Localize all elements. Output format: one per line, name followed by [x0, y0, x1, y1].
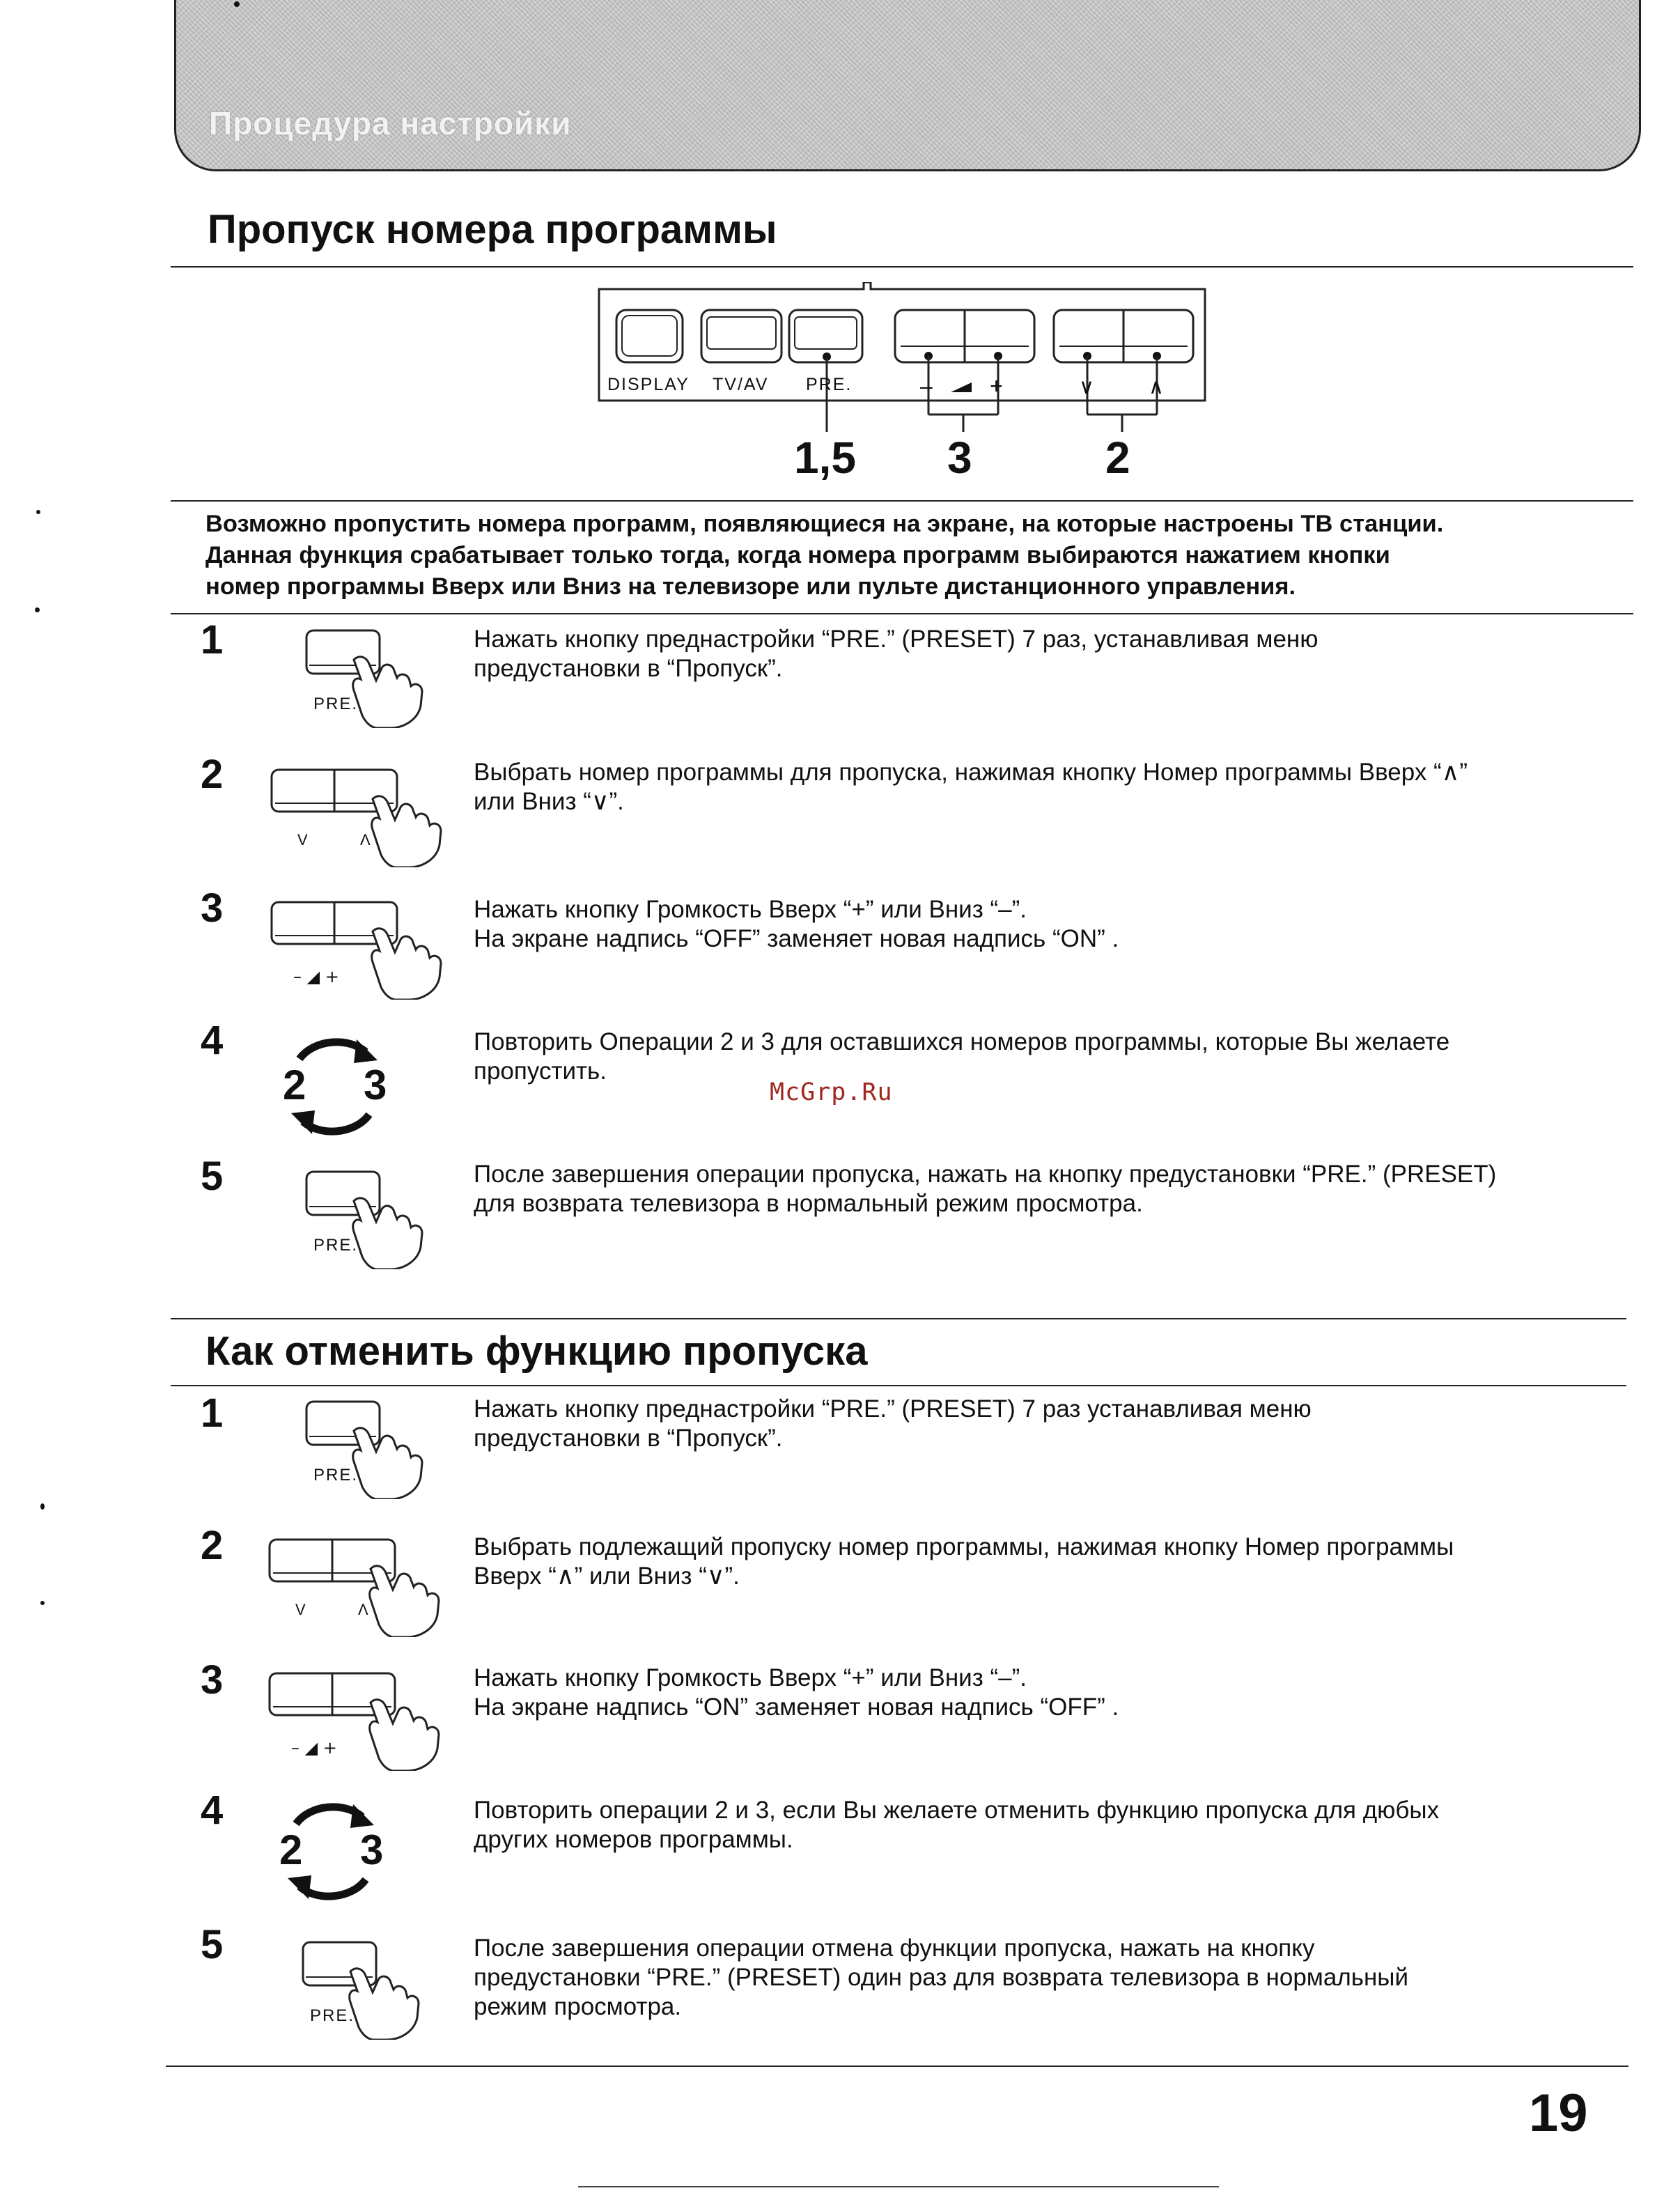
bottom-edge-rule [578, 2186, 1219, 2187]
step-number: 3 [201, 885, 224, 931]
step-number: 5 [201, 1922, 224, 1967]
scan-dot [35, 607, 40, 612]
pre-button-press-icon [289, 1935, 456, 2040]
volume-button-press-icon [268, 895, 463, 1000]
step-line: предустановки “PRE.” (PRESET) один раз для возврата телевизора в нормальный [474, 1964, 1409, 1991]
step-line: Нажать кнопку преднастройки “PRE.” (PRESET) 7 раз устанавливая меню [474, 1395, 1312, 1423]
volume-button-press-icon [266, 1666, 461, 1771]
title-rule [171, 266, 1633, 268]
repeat-cycle-icon [268, 1789, 394, 1914]
icon-label: PRE. [313, 1466, 359, 1485]
panel-volume-minus: – [920, 373, 933, 398]
icon-label-down: V [295, 1601, 306, 1618]
panel-label-pre: PRE. [806, 375, 853, 394]
step-text [474, 1796, 1644, 1854]
panel-label-tvav: TV/AV [713, 375, 769, 394]
step-number: 5 [201, 1154, 224, 1199]
step-line: Вверх “∧” или Вниз “∨”. [474, 1563, 740, 1590]
icon-label: PRE. [313, 1236, 359, 1255]
callout-label: 2 [1105, 433, 1130, 483]
step-number: 1 [201, 1390, 224, 1436]
step-line: После завершения операции отмена функции пропуска, нажать на кнопку [474, 1935, 1315, 1962]
title-rule [171, 1385, 1626, 1386]
step-text [474, 1934, 1644, 2022]
step-line: Выбрать подлежащий пропуску номер программы, нажимая кнопку Номер программы [474, 1533, 1454, 1560]
icon-label: – ◢ + [293, 967, 339, 986]
step-text [474, 1028, 1644, 1086]
step-line: режим просмотра. [474, 1993, 682, 2020]
footer-rule [166, 2066, 1628, 2067]
step-line: Выбрать номер программы для пропуска, нажимая кнопку Номер программы Вверх “∧” [474, 759, 1468, 786]
scan-dot [40, 1601, 45, 1605]
scan-dot [36, 510, 40, 514]
step-line: Нажать кнопку Громкость Вверх “+” или Вниз “–”. [474, 896, 1027, 923]
step-text [474, 895, 1644, 954]
icon-label-up: Λ [360, 831, 371, 848]
step-number: 1 [201, 617, 224, 662]
step-text [474, 1160, 1644, 1218]
volume-buttons [895, 310, 1034, 432]
header-title: Процедура настройки [209, 105, 572, 141]
pre-button-press-icon [293, 623, 460, 728]
panel-volume-plus: + [990, 373, 1003, 398]
callout-label: 3 [947, 433, 972, 483]
panel-channel-down: ∨ [1079, 375, 1094, 399]
cycle-step-b: 3 [364, 1062, 387, 1108]
page-number: 19 [1529, 2084, 1588, 2143]
step-line: Нажать кнопку преднастройки “PRE.” (PRESET) 7 раз, устанавливая меню [474, 626, 1319, 653]
tvav-button [701, 310, 781, 362]
icon-label: – ◢ + [291, 1738, 337, 1758]
cycle-step-a: 2 [283, 1062, 306, 1108]
step-line: Нажать кнопку Громкость Вверх “+” или Вниз “–”. [474, 1664, 1027, 1691]
intro-text [205, 509, 1640, 603]
panel-channel-up: ∧ [1149, 375, 1164, 399]
intro-line: номер программы Вверх или Вниз на телевизоре или пульте дистанционного управления. [205, 573, 1296, 600]
scan-dot [40, 1503, 45, 1510]
callout-label: 1,5 [794, 433, 856, 483]
cycle-step-b: 3 [360, 1827, 384, 1873]
channel-button-press-icon [268, 763, 463, 867]
repeat-cycle-icon [272, 1024, 397, 1149]
scan-dot [234, 1, 240, 7]
section-title: Пропуск номера программы [208, 207, 777, 252]
step-number: 3 [201, 1657, 224, 1703]
pre-button-press-icon [293, 1395, 460, 1499]
watermark: McGrp.Ru [770, 1078, 893, 1106]
icon-label-up: Λ [358, 1601, 368, 1618]
step-line: На экране надпись “OFF” заменяет новая надпись “ON” . [474, 925, 1119, 952]
step-text [474, 1664, 1644, 1722]
pre-button [789, 310, 862, 432]
step-number: 4 [201, 1788, 224, 1833]
step-line: других номеров программы. [474, 1826, 793, 1853]
step-number: 2 [201, 752, 224, 797]
icon-label: PRE. [310, 2006, 355, 2025]
step-text [474, 758, 1644, 816]
channel-buttons [1054, 310, 1193, 432]
cycle-step-a: 2 [279, 1827, 303, 1873]
step-line: или Вниз “∨”. [474, 788, 624, 815]
step-line: для возврата телевизора в нормальный режим просмотра. [474, 1190, 1143, 1217]
step-line: пропустить. [474, 1057, 607, 1085]
section-title: Как отменить функцию пропуска [205, 1328, 868, 1374]
pre-button-press-icon [293, 1165, 460, 1269]
intro-line: Данная функция срабатывает только тогда, когда номера программ выбираются нажатием кнопки [205, 542, 1390, 568]
intro-top-rule [171, 500, 1633, 502]
intro-line: Возможно пропустить номера программ, появляющиеся на экране, на которые настроены ТВ станции. [205, 511, 1444, 537]
intro-bottom-rule [171, 613, 1633, 614]
step-line: На экране надпись “ON” заменяет новая надпись “OFF” . [474, 1694, 1119, 1721]
step-text [474, 1395, 1644, 1453]
step-line: предустановки в “Пропуск”. [474, 1425, 783, 1452]
icon-label: PRE. [313, 695, 359, 713]
channel-button-press-icon [266, 1533, 461, 1637]
header-band [174, 0, 1641, 171]
panel-label-display: DISPLAY [607, 375, 690, 394]
step-number: 2 [201, 1523, 224, 1568]
step-text [474, 625, 1644, 683]
step-line: После завершения операции пропуска, нажать на кнопку предустановки “PRE.” (PRESET) [474, 1161, 1497, 1188]
display-button [616, 310, 683, 362]
step-text [474, 1533, 1644, 1591]
step-number: 4 [201, 1018, 224, 1063]
icon-label-down: V [297, 831, 308, 848]
step-line: предустановки в “Пропуск”. [474, 655, 783, 682]
step-line: Повторить Операции 2 и 3 для оставшихся номеров программы, которые Вы желаете [474, 1028, 1450, 1055]
section-top-rule [171, 1318, 1626, 1319]
step-line: Повторить операции 2 и 3, если Вы желаете отменить функцию пропуска для дюбых [474, 1797, 1440, 1824]
